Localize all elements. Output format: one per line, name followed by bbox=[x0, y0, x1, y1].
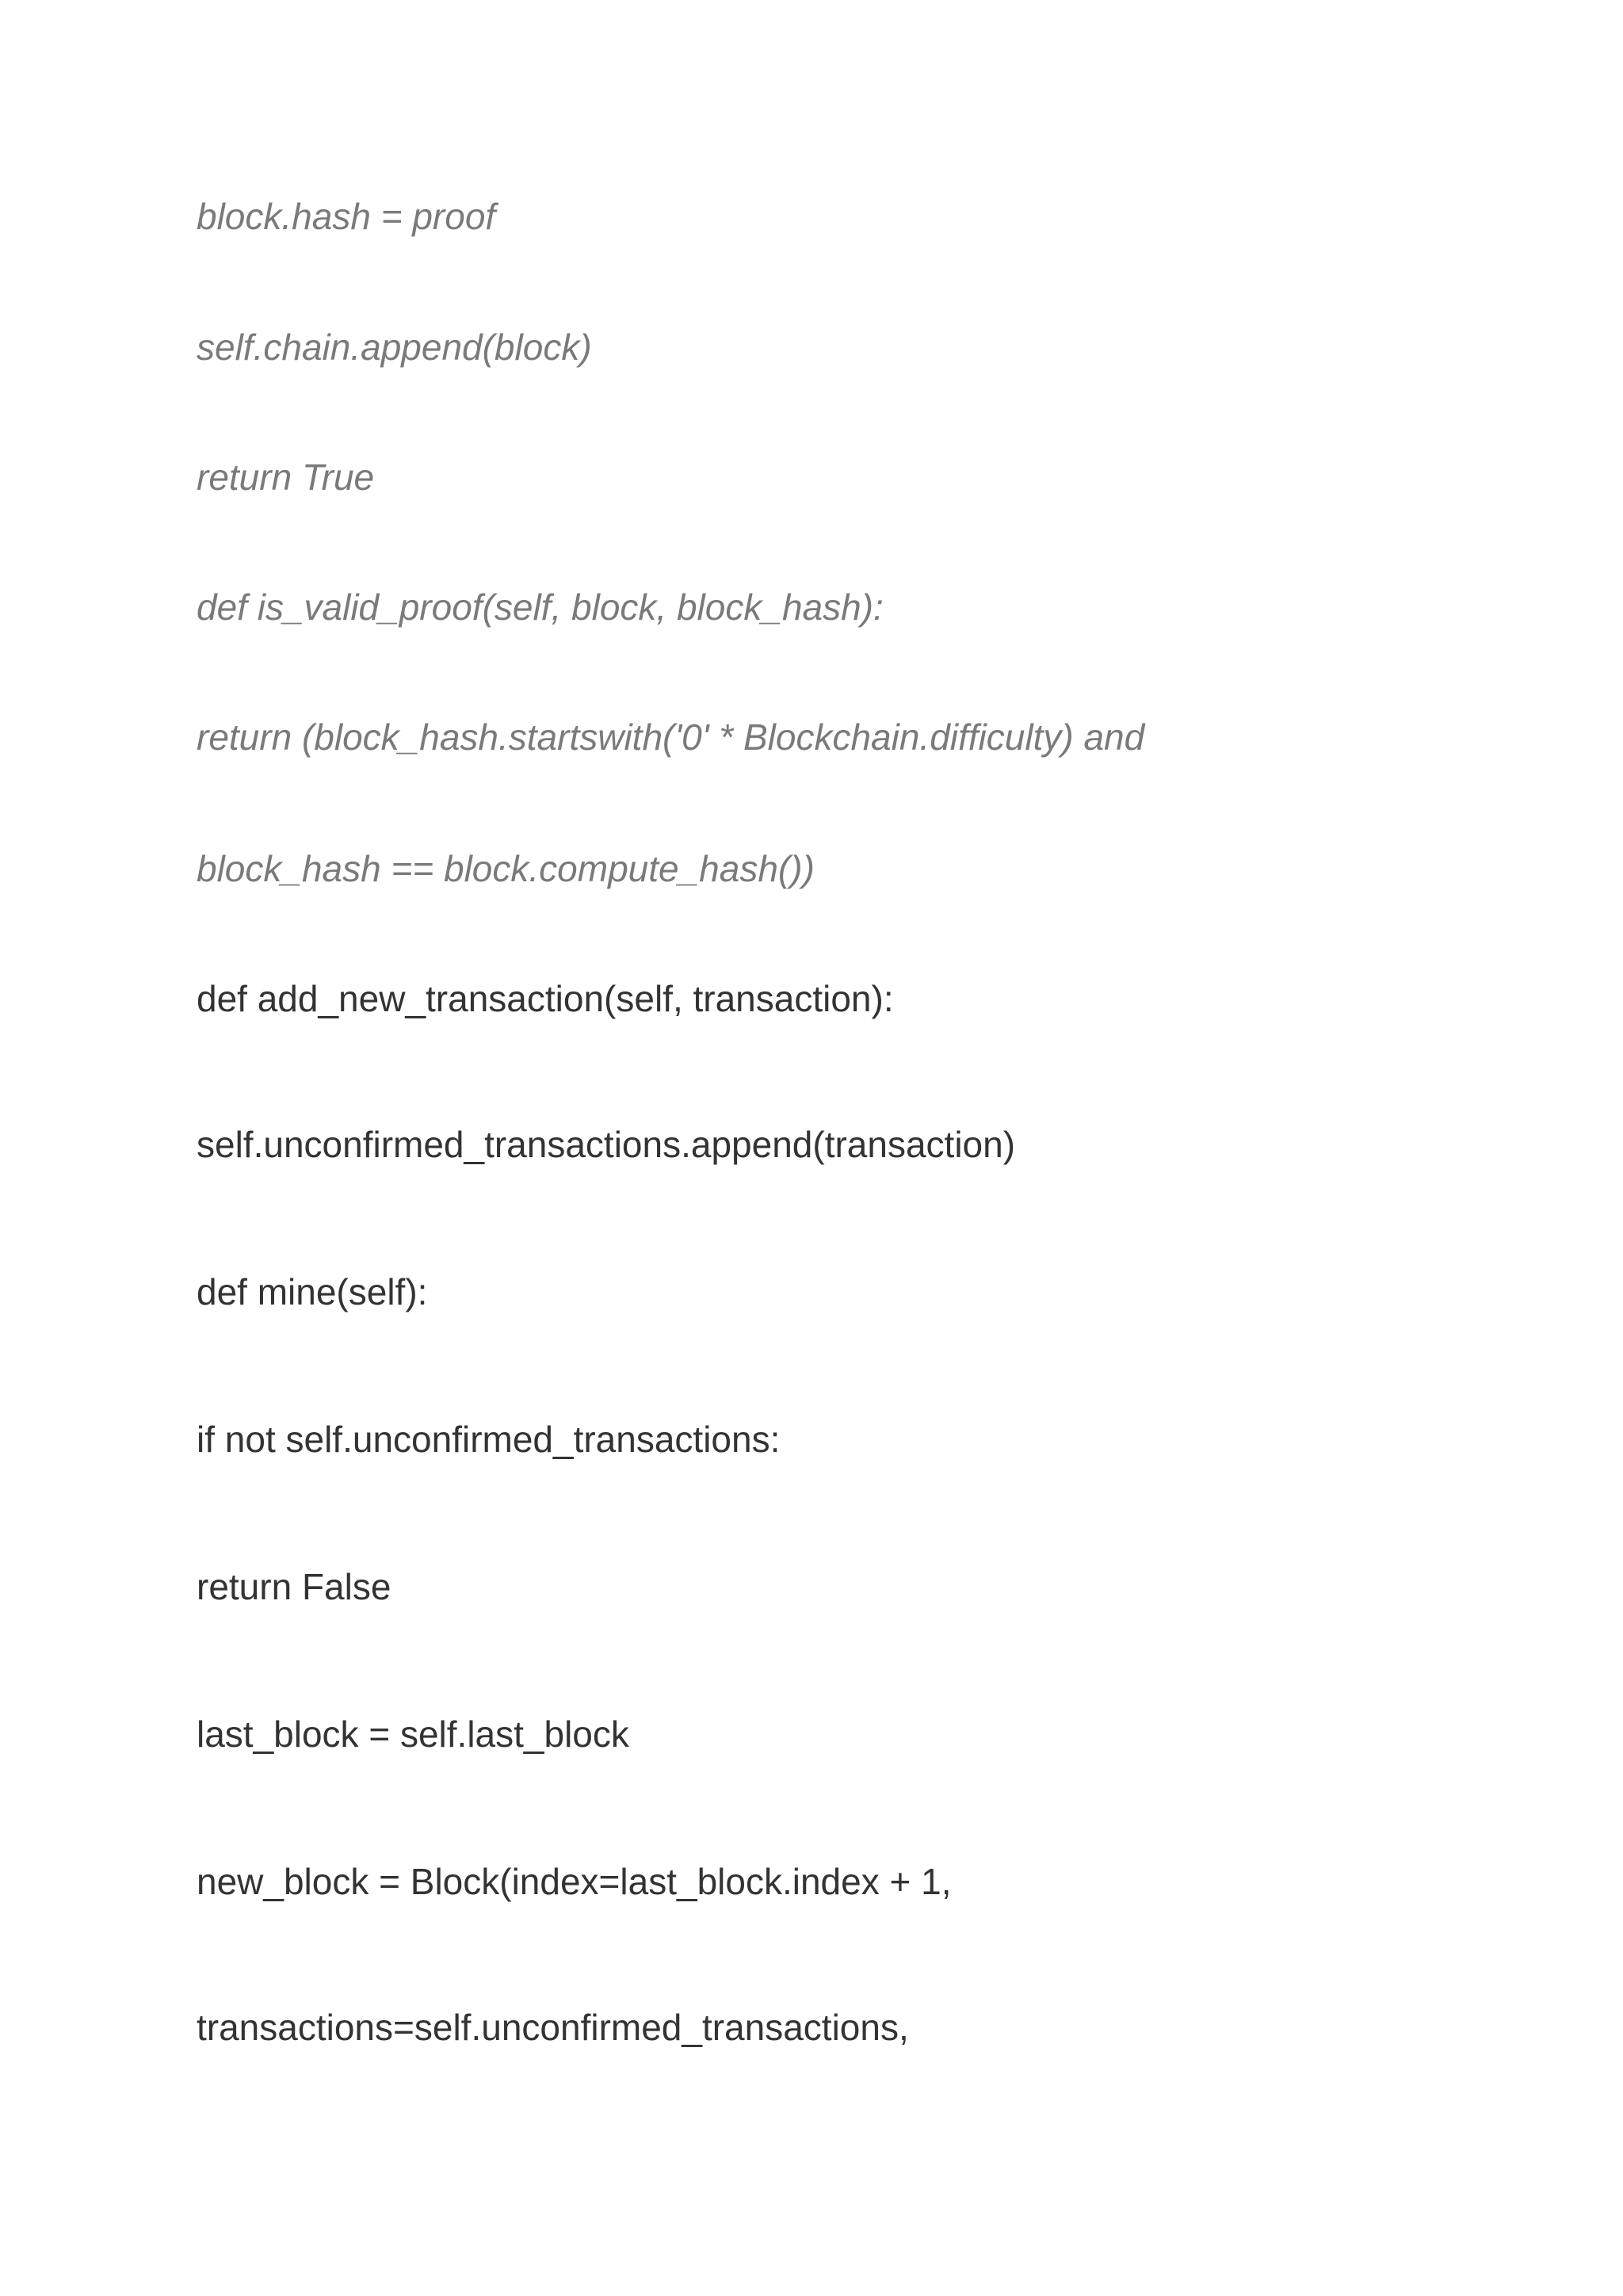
code-line: return False bbox=[197, 1566, 391, 1607]
code-line: self.unconfirmed_transactions.append(transaction) bbox=[197, 1124, 1016, 1165]
code-line: return True bbox=[197, 457, 375, 498]
code-line: self.chain.append(block) bbox=[197, 327, 592, 368]
code-line: transactions=self.unconfirmed_transactions, bbox=[197, 2007, 909, 2048]
code-line: block_hash == block.compute_hash()) bbox=[197, 848, 815, 889]
code-line: if not self.unconfirmed_transactions: bbox=[197, 1419, 781, 1460]
code-line: return (block_hash.startswith('0' * Blockchain.difficulty) and bbox=[197, 716, 1145, 758]
code-line: new_block = Block(index=last_block.index + 1, bbox=[197, 1861, 952, 1902]
code-line: def mine(self): bbox=[197, 1271, 428, 1312]
code-line: last_block = self.last_block bbox=[197, 1713, 629, 1755]
code-line: def is_valid_proof(self, block, block_hash): bbox=[197, 586, 884, 628]
code-line: def add_new_transaction(self, transaction): bbox=[197, 978, 894, 1019]
code-line: block.hash = proof bbox=[197, 196, 496, 237]
